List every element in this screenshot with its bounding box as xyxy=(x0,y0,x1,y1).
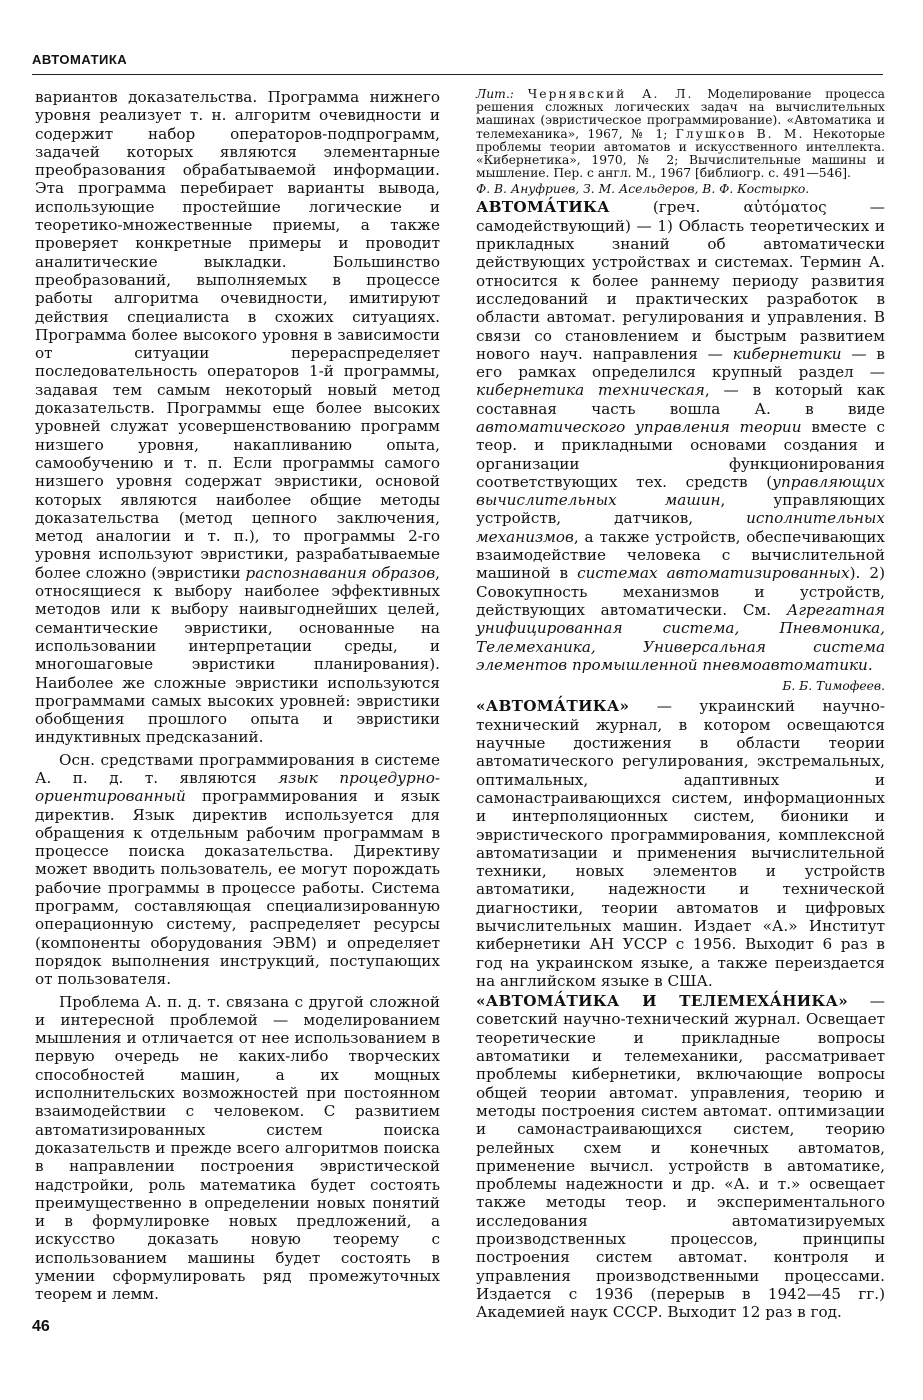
page-number: 46 xyxy=(32,1318,50,1335)
headword-journal-avtomatika-telemekhanika: «АВТОМА́ТИКА И ТЕЛЕМЕХА́НИКА» xyxy=(476,992,849,1011)
link-procedural-language: язык процедурно-ориентированный xyxy=(35,768,440,806)
right-column xyxy=(476,88,885,1324)
entry-journal-avtomatika: «АВТОМА́ТИКА» — украинский научно-технический журнал, в котором освещаются научные достижения в области теории автоматического регулирования, экстремальных, оптимальных, адаптивных и самонастраивающихся систем, информационных и интерполяционных систем, бионики и эвристического программирования, комплексной автоматизации и применения вычислительной техники, новых элементов и устройств автоматики, надежности и технической диагностики, теории автоматов и цифровых вычислительных машин. Издает «А.» Институт кибернетики АН УССР с 1956. Выходит 6 раз в год на украинском языке, а также переиздается на английском языке в США. xyxy=(476,697,885,990)
left-column xyxy=(35,88,440,1308)
headword-journal-avtomatika: «АВТОМА́ТИКА» xyxy=(476,697,630,716)
link-pattern-recognition: распознавания образов xyxy=(245,563,436,582)
headword-avtomatika: АВТОМА́ТИКА xyxy=(476,198,610,217)
paragraph-thinking-modeling: Проблема А. п. д. т. связана с другой сложной и интересной проблемой — моделированием мышления и отличается от нее использованием в первую очередь не каких-либо творческих способностей машин, а их мощных исполнительских возможностей при постоянном взаимодействии с человеком. С развитием автоматизированных систем поиска доказательств и прежде всего алгоритмов поиска в направлении построения эвристической надстройки, роль математика будет состоять преимущественно в определении новых понятий и в формулировке новых предложений, а искусство доказать новую теорему с использованием машины будет состоять в умении сформулировать ряд промежуточных теорем и лемм. xyxy=(35,992,440,1304)
literature-references: Лит.: Чернявский А. Л. Моделирование процесса решения сложных логических задач на вычислительных машинах (эвристическое программирование). «Автоматика и телемеханика», 1967, № 1; Глушков В. М. Некоторые проблемы теории автоматов и искусственного интеллекта. «Кибернетика», 1970, № 2; Вычислительные машины и мышление. Пер. с англ. М., 1967 [библиогр. с. 491—546]. xyxy=(476,87,885,181)
entry-avtomatika-signature: Б. Б. Тимофеев. xyxy=(782,679,885,694)
running-header: АВТОМАТИКА xyxy=(32,52,128,67)
header-rule xyxy=(32,74,883,75)
paragraph-heuristic-levels: вариантов доказательства. Программа нижнего уровня реализует т. н. алгоритм очевидности и содержит набор операторов-подпрограмм, задачей которых являются элементарные преобразования обрабатываемой информации. Эта программа перебирает варианты вывода, использующие простейшие логические и теоретико-множественные приемы, а также проверяет конкретные примеры и проводит аналитические выкладки. Большинство преобразований, выполняемых в процессе работы алгоритма очевидности, имитируют действия специалиста в схожих ситуациях. Программа более высокого уровня в зависимости от ситуации перераспределяет последовательность операторов 1-й программы, задавая тем самым некоторый новый метод доказательств. Программы еще более высоких уровней служат усовершенствованию программ низшего уровня, накапливанию опыта, самообучению и т. п. Если программы самого низшего уровня содержат эвристики, основой которых являются наиболее общие методы доказательства (метод цепного заключения, метод аналогии и т. п.), то программы 2-го уровня используют эвристики, разрабатываемые более сложно (эвристики распознавания образов, относящиеся к выбору наиболее эффективных методов или к выбору наивыгоднейших целей, семантические эвристики, основанные на использовании интерпретации среды, и многошаговые эвристики планирования). Наиболее же сложные эвристики используются программами самых высоких уровней: эвристики обобщения прошлого опыта и эвристики индуктивных предсказаний. xyxy=(35,88,440,747)
entry-journal-avtomatika-telemekhanika: «АВТОМА́ТИКА И ТЕЛЕМЕХА́НИКА» — советский научно-технический журнал. Освещает теоретические и прикладные вопросы автоматики и телемеханики, рассматривает проблемы кибернетики, включающие вопросы общей теории автомат. управления, теорию и методы построения систем автомат. оптимизации и самонастраивающихся систем, теорию релейных схем и конечных автоматов, применение вычисл. устройств в автоматике, проблемы надежности и др. «А. и т.» освещает также методы теор. и экспериментального исследования автоматизируемых производственных процессов, принципы построения систем автомат. контроля и управления производственными процессами. Издается с 1936 (перерыв в 1942—45 гг.) Академией наук СССР. Выходит 12 раз в год. xyxy=(476,992,885,1322)
literature-signature: Ф. В. Ануфриев, З. М. Асельдеров, В. Ф. Костырко. xyxy=(476,182,810,197)
paragraph-programming-tools: Осн. средствами программирования в системе А. п. д. т. являются язык процедурно-ориентированный программирования и язык директив. Язык директив используется для обращения к отдельным рабочим программам в процессе поиска доказательства. Директиву может вводить пользователь, ее могут порождать рабочие программы в процессе работы. Система программ, составляющая специализированную операционную систему, распределяет ресурсы (компоненты оборудования ЭВМ) и определяет порядок выполнения инструкций, поступающих от пользователя. xyxy=(35,750,440,989)
entry-avtomatika: АВТОМА́ТИКА (греч. αὐτόματος — самодействующий) — 1) Область теоретических и прикладных знаний об автоматически действующих устройствах и системах. Термин А. относится к более раннему периоду развития исследований и практических разработок в области автомат. регулирования и управления. В связи со становлением и быстрым развитием нового науч. направления — кибернетики — в его рамках определился крупный раздел — кибернетика техническая, — в который как составная часть вошла А. в виде автоматического управления теории вместе с теор. и прикладными основами создания и организации функционирования соответствующих тех. средств (управляющих вычислительных машин, управляющих устройств, датчиков, исполнительных механизмов, а также устройств, обеспечивающих взаимодействие человека с вычислительной машиной в системах автоматизированных). 2) Совокупность механизмов и устройств, действующих автоматически. См. Агрегатная унифицированная система, Пневмоника, Телемеханика, Универсальная система элементов промышленной пневмоавтоматики. xyxy=(476,198,886,674)
